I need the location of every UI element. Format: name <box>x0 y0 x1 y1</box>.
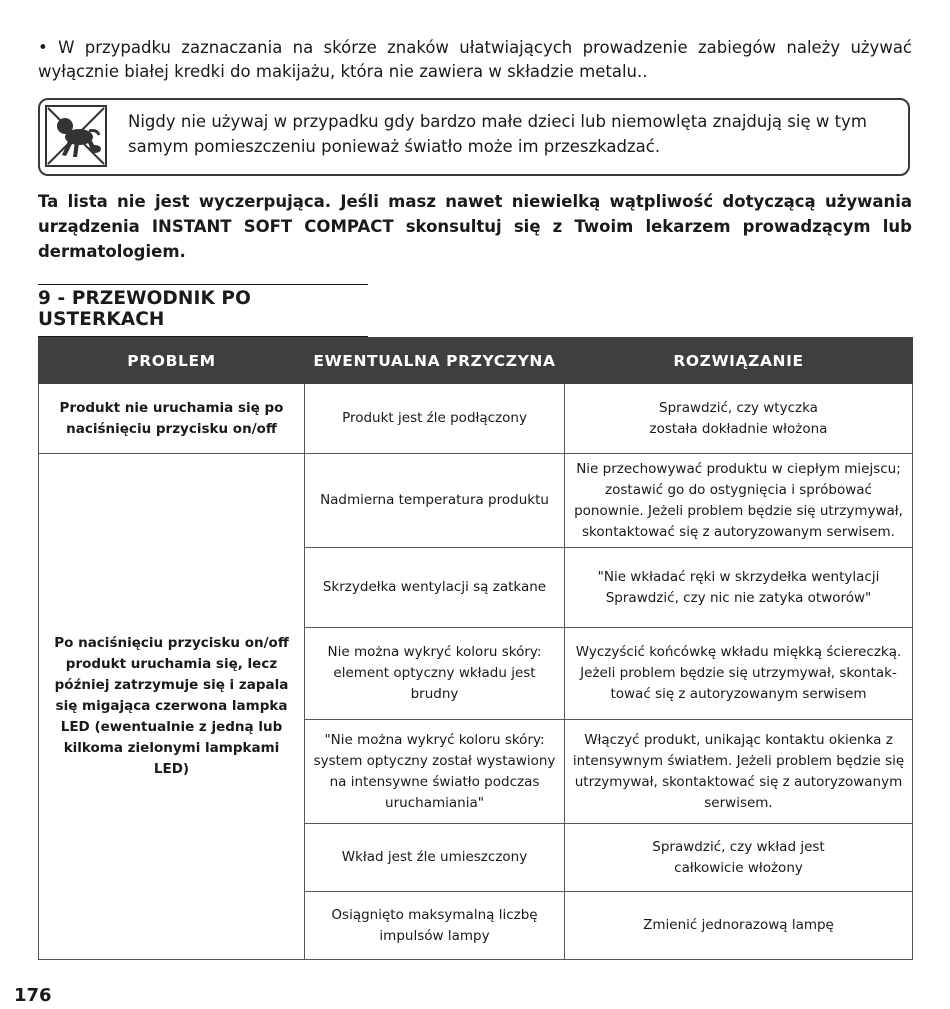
header-problem: PROBLEM <box>39 338 305 384</box>
table-row <box>39 454 913 548</box>
troubleshooting-table <box>38 337 913 960</box>
cause-cell: "Nie można wykryć koloru skóry: system optyczny został wystawiony na intensywne światło podczas uruchamiania" <box>305 720 565 824</box>
solution-cell: Sprawdzić, czy wtyczka została dokładnie włożona <box>565 384 913 454</box>
cause-cell: Wkład jest źle umieszczony <box>305 824 565 892</box>
cause-cell: Nadmierna temperatura produktu <box>305 454 565 548</box>
solution-cell: "Nie wkładać ręki w skrzydełka wentylacji Sprawdzić, czy nic nie zatyka otworów" <box>565 548 913 628</box>
problem-cell: Produkt nie uruchamia się po naciśnięciu przycisku on/off <box>39 384 305 454</box>
solution-cell: Nie przechowywać produktu w ciepłym miejscu; zostawić go do ostygnięcia i spróbować ponownie. Jeżeli problem będzie się utrzymywał, skontaktować się z autoryzowanym serwisem. <box>565 454 913 548</box>
solution-cell: Wyczyścić końcówkę wkładu miękką ściereczką. Jeżeli problem będzie się utrzymywał, skontak-tować się z autoryzowanym serwisem <box>565 628 913 720</box>
problem-cell: Po naciśnięciu przycisku on/off produkt uruchamia się, lecz później zatrzymuje się i zapala się migająca czerwona lampka LED (ewentualnie z jedną lub kilkoma zielonymi lampkami LED) <box>39 454 305 960</box>
cause-cell: Produkt jest źle podłączony <box>305 384 565 454</box>
table-row <box>39 384 913 454</box>
no-baby-icon <box>45 105 107 167</box>
table-header-row <box>39 338 913 384</box>
solution-cell: Zmienić jednorazową lampę <box>565 892 913 960</box>
cause-cell: Osiągnięto maksymalną liczbę impulsów lampy <box>305 892 565 960</box>
intro-paragraph: • W przypadku zaznaczania na skórze znaków ułatwiających prowadzenie zabiegów należy używać wyłącznie białej kredki do makijażu, która nie zawiera w składzie metalu.. <box>38 38 912 81</box>
solution-cell: Włączyć produkt, unikając kontaktu okienka z intensywnym światłem. Jeżeli problem będzie się utrzymywał, skontaktować się z autoryzowanym serwisem. <box>565 720 913 824</box>
cause-cell: Skrzydełka wentylacji są zatkane <box>305 548 565 628</box>
header-solution: ROZWIĄZANIE <box>565 338 913 384</box>
solution-cell: Sprawdzić, czy wkład jest całkowicie włożony <box>565 824 913 892</box>
cause-cell: Nie można wykryć koloru skóry: element optyczny wkładu jest brudny <box>305 628 565 720</box>
section-title: 9 - PRZEWODNIK PO USTERKACH <box>38 288 368 338</box>
page-number: 176 <box>14 985 52 1006</box>
warning-box <box>38 98 910 176</box>
disclaimer-note: Ta lista nie jest wyczerpująca. Jeśli masz nawet niewielką wątpliwość dotyczącą używania urządzenia INSTANT SOFT COMPACT skonsultuj się z Twoim lekarzem prowadzącym lub dermatologiem. <box>38 192 912 261</box>
warning-text: Nigdy nie używaj w przypadku gdy bardzo małe dzieci lub niemowlęta znajdują się w tym samym pomieszczeniu ponieważ światło może im przeszkadzać. <box>128 112 867 156</box>
header-cause: EWENTUALNA PRZYCZYNA <box>305 338 565 384</box>
